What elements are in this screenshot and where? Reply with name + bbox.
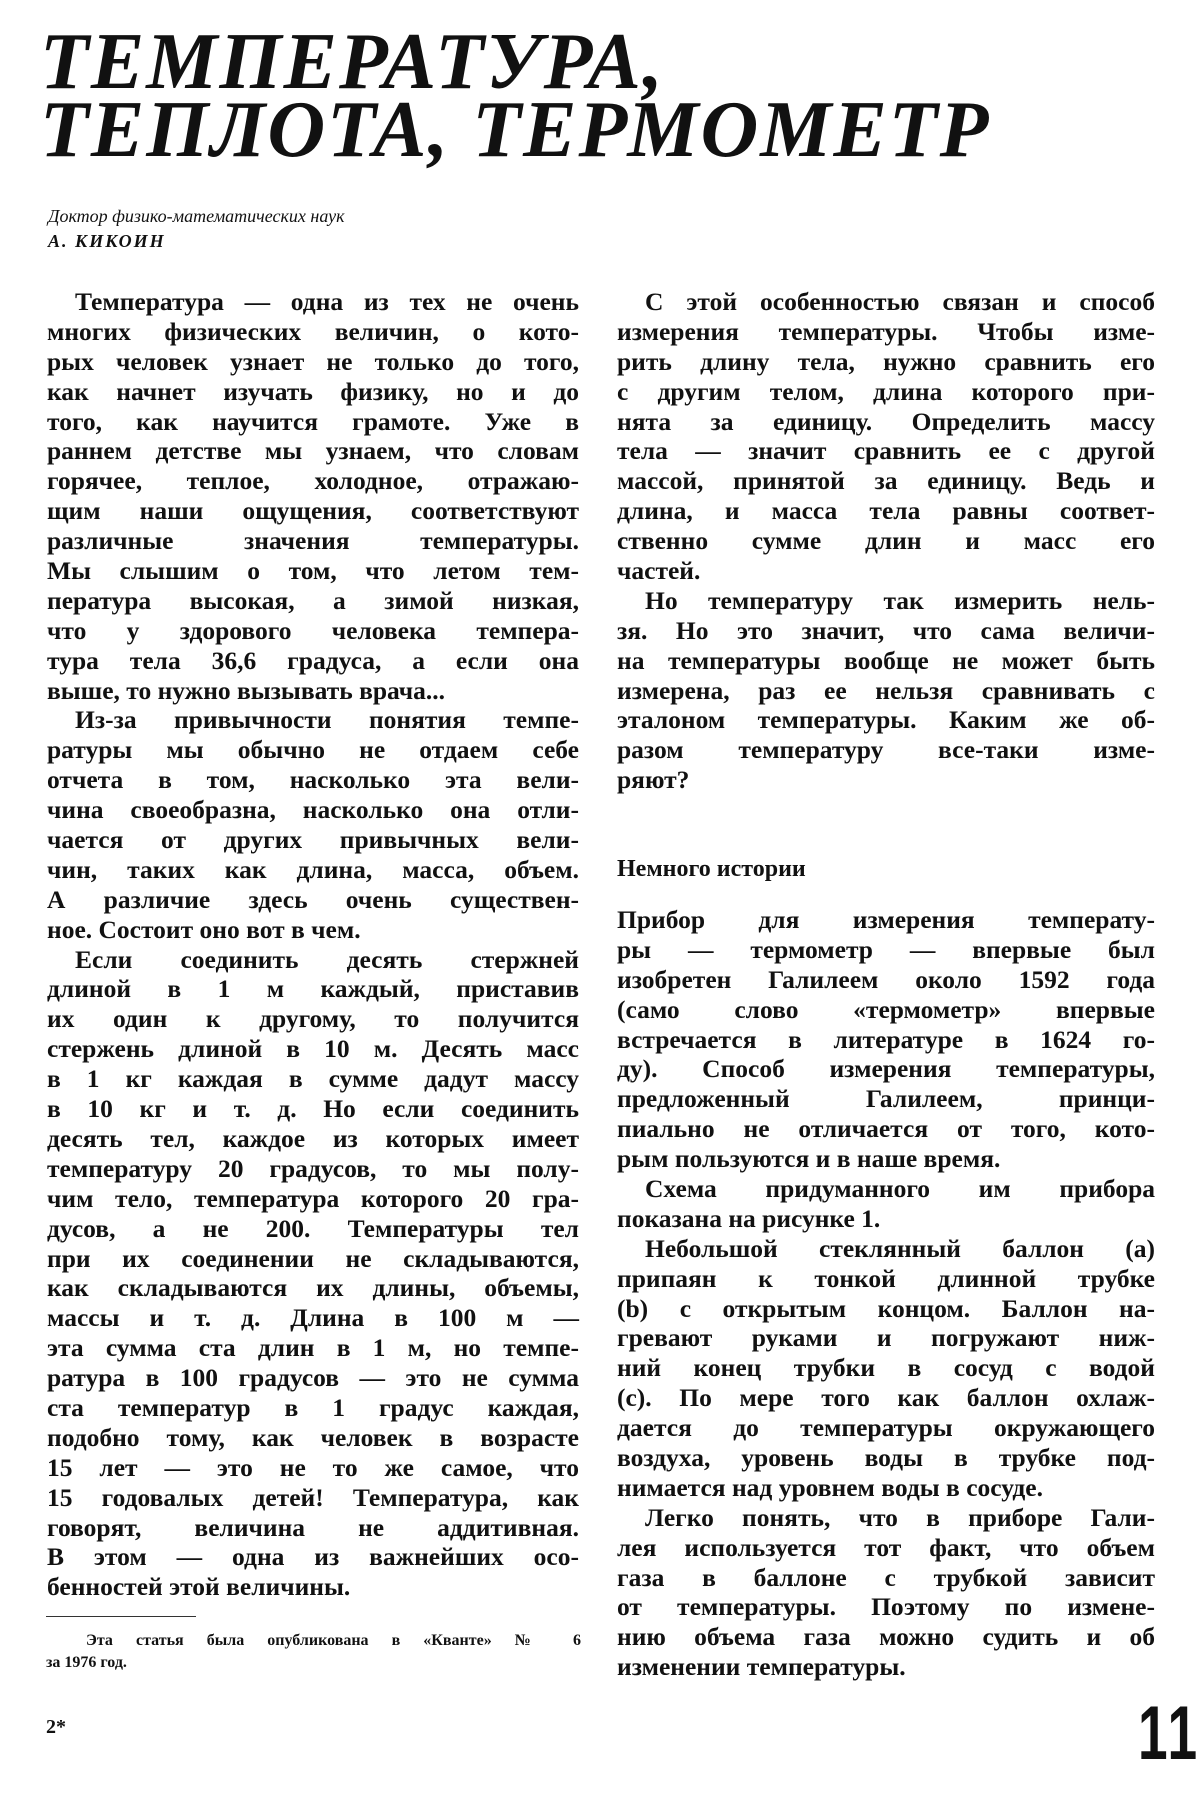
paragraph: [47, 945, 579, 1603]
right-column-top: [617, 287, 1155, 795]
text-line: в 1 кг каждая в сумме дадут массу: [47, 1064, 579, 1094]
text-line: пиально не отличается от того, кото-: [617, 1114, 1155, 1144]
paragraph: [617, 287, 1155, 586]
text-line: бенностей этой величины.: [47, 1572, 351, 1602]
text-line: Небольшой стеклянный баллон (a): [645, 1233, 1155, 1263]
author-name: А. КИКОИН: [48, 231, 166, 251]
text-line: многих физических величин, о кото-: [47, 316, 579, 346]
text-line: ры — термометр — впервые был: [617, 934, 1155, 964]
text-line: Если соединить десять стержней: [75, 944, 579, 974]
paragraph: [617, 1503, 1155, 1682]
text-line: чина своеобразна, насколько она отли-: [47, 795, 579, 825]
text-line: Но температуру так измерить нель-: [645, 585, 1155, 615]
author-degree: Доктор физико-математических наук: [48, 206, 345, 226]
signature-mark: 2*: [46, 1716, 66, 1738]
text-line: Мы слышим о том, что летом тем-: [47, 556, 579, 586]
text-line: показана на рисунке 1.: [617, 1203, 881, 1233]
text-line: того, как научится грамоте. Уже в: [47, 406, 579, 436]
title-line-1: ТЕМПЕРАТУРА,: [40, 18, 665, 106]
text-line: В этом — одна из важнейших осо-: [47, 1542, 579, 1572]
text-line: длиной в 1 м каждый, приставив: [47, 974, 579, 1004]
text-line: рить длину тела, нужно сравнить его: [617, 346, 1155, 376]
text-line: длина, и масса тела равны соответ-: [617, 496, 1155, 526]
page-number: 11: [1138, 1691, 1200, 1776]
right-column-bottom: [617, 905, 1155, 1682]
text-line: дается до температуры окружающего: [617, 1413, 1155, 1443]
text-line: массой, принятой за единицу. Ведь и: [617, 466, 1155, 496]
text-line: как начнет изучать физику, но и до: [47, 376, 579, 406]
text-line: С этой особенностью связан и способ: [645, 287, 1155, 316]
text-line: при их соединении не складываются,: [47, 1243, 579, 1273]
paragraph: [47, 287, 579, 705]
text-line: изменении температуры.: [617, 1652, 906, 1682]
text-line: (c). По мере того как баллон охлаж-: [617, 1383, 1155, 1413]
footnote: [46, 1630, 581, 1674]
text-line: ное. Состоит оно вот в чем.: [47, 914, 361, 944]
text-line: от температуры. Поэтому по измене-: [617, 1592, 1155, 1622]
text-line: Прибор для измерения температу-: [617, 905, 1155, 934]
text-line: горячее, теплое, холодное, отражаю-: [47, 466, 579, 496]
title-line-2: ТЕПЛОТА, ТЕРМОМЕТР: [40, 86, 991, 174]
text-line: ду). Способ измерения температуры,: [617, 1054, 1155, 1084]
text-line: встречается в литературе в 1624 го-: [617, 1024, 1155, 1054]
text-line: чин, таких как длина, масса, объем.: [47, 854, 579, 884]
article-title: [40, 18, 991, 174]
text-line: предложенный Галилеем, принци-: [617, 1084, 1155, 1114]
text-line: дусов, а не 200. Температуры тел: [47, 1213, 579, 1243]
text-line: эта сумма ста длин в 1 м, но темпе-: [47, 1333, 579, 1363]
text-line: тела — значит сравнить ее с другой: [617, 436, 1155, 466]
text-line: их один к другому, то получится: [47, 1004, 579, 1034]
footnote-divider: [46, 1616, 196, 1617]
text-line: гревают руками и погружают ниж-: [617, 1323, 1155, 1353]
paragraph: [617, 1174, 1155, 1234]
section-heading: Немного истории: [617, 856, 806, 882]
text-line: Схема придуманного им прибора: [645, 1174, 1155, 1204]
footnote-line-1: Эта статья была опубликована в «Кванте» № 6: [86, 1632, 581, 1649]
text-line: ний конец трубки в сосуд с водой: [617, 1353, 1155, 1383]
author-block: [48, 204, 345, 254]
left-column: [47, 287, 579, 1602]
text-line: газа в баллоне с трубкой зависит: [617, 1562, 1155, 1592]
text-line: измерения температуры. Чтобы изме-: [617, 316, 1155, 346]
text-line: нию объема газа можно судить и об: [617, 1622, 1155, 1652]
text-line: десять тел, каждое из которых имеет: [47, 1123, 579, 1153]
text-line: отчета в том, насколько эта вели-: [47, 765, 579, 795]
text-line: Из-за привычности понятия темпе-: [75, 705, 579, 735]
text-line: рых человек узнает не только до того,: [47, 346, 579, 376]
text-line: в 10 кг и т. д. Но если соединить: [47, 1094, 579, 1124]
text-line: 15 годовалых детей! Температура, как: [47, 1482, 579, 1512]
text-line: ратура в 100 градусов — это не сумма: [47, 1363, 579, 1393]
text-line: раннем детстве мы узнаем, что словам: [47, 436, 579, 466]
text-line: стержень длиной в 10 м. Десять масс: [47, 1034, 579, 1064]
text-line: выше, то нужно вызывать врача...: [47, 675, 446, 705]
text-line: эталоном температуры. Каким же об-: [617, 705, 1155, 735]
text-line: что у здорового человека темпера-: [47, 615, 579, 645]
text-line: рым пользуются и в наше время.: [617, 1144, 1001, 1174]
text-line: зя. Но это значит, что сама величи-: [617, 615, 1155, 645]
text-line: щим наши ощущения, соответствуют: [47, 496, 579, 526]
footnote-line-2: за 1976 год.: [46, 1654, 127, 1671]
text-line: подобно тому, как человек в возрасте: [47, 1422, 579, 1452]
text-line: как складываются их длины, объемы,: [47, 1273, 579, 1303]
paragraph: [617, 586, 1155, 795]
text-line: воздуха, уровень воды в трубке под-: [617, 1443, 1155, 1473]
text-line: нята за единицу. Определить массу: [617, 406, 1155, 436]
text-line: частей.: [617, 556, 701, 586]
paragraph: [47, 705, 579, 944]
text-line: ста температур в 1 градус каждая,: [47, 1392, 579, 1422]
paragraph: [617, 905, 1155, 1174]
text-line: лея используется тот факт, что объем: [617, 1532, 1155, 1562]
text-line: нимается над уровнем воды в сосуде.: [617, 1472, 1043, 1502]
text-line: разом температуру все-таки изме-: [617, 735, 1155, 765]
text-line: с другим телом, длина которого при-: [617, 376, 1155, 406]
text-line: тура тела 36,6 градуса, а если она: [47, 645, 579, 675]
text-line: массы и т. д. Длина в 100 м —: [47, 1303, 579, 1333]
text-line: измерена, раз ее нельзя сравнивать с: [617, 675, 1155, 705]
text-line: на температуры вообще не может быть: [617, 645, 1155, 675]
paragraph: [617, 1234, 1155, 1503]
text-line: различные значения температуры.: [47, 526, 579, 556]
text-line: изобретен Галилеем около 1592 года: [617, 964, 1155, 994]
text-line: 15 лет — это не то же самое, что: [47, 1452, 579, 1482]
text-line: ряют?: [617, 765, 690, 795]
text-line: Легко понять, что в приборе Гали-: [645, 1502, 1155, 1532]
text-line: пература высокая, а зимой низкая,: [47, 585, 579, 615]
text-line: припаян к тонкой длинной трубке: [617, 1263, 1155, 1293]
text-line: Температура — одна из тех не очень: [75, 287, 579, 316]
text-line: ственно сумме длин и масс его: [617, 526, 1155, 556]
text-line: чается от других привычных вели-: [47, 825, 579, 855]
text-line: температуру 20 градусов, то мы полу-: [47, 1153, 579, 1183]
text-line: ратуры мы обычно не отдаем себе: [47, 735, 579, 765]
text-line: говорят, величина не аддитивная.: [47, 1512, 579, 1542]
text-line: чим тело, температура которого 20 гра-: [47, 1183, 579, 1213]
text-line: (b) с открытым концом. Баллон на-: [617, 1293, 1155, 1323]
text-line: (само слово «термометр» впервые: [617, 994, 1155, 1024]
text-line: А различие здесь очень существен-: [47, 884, 579, 914]
